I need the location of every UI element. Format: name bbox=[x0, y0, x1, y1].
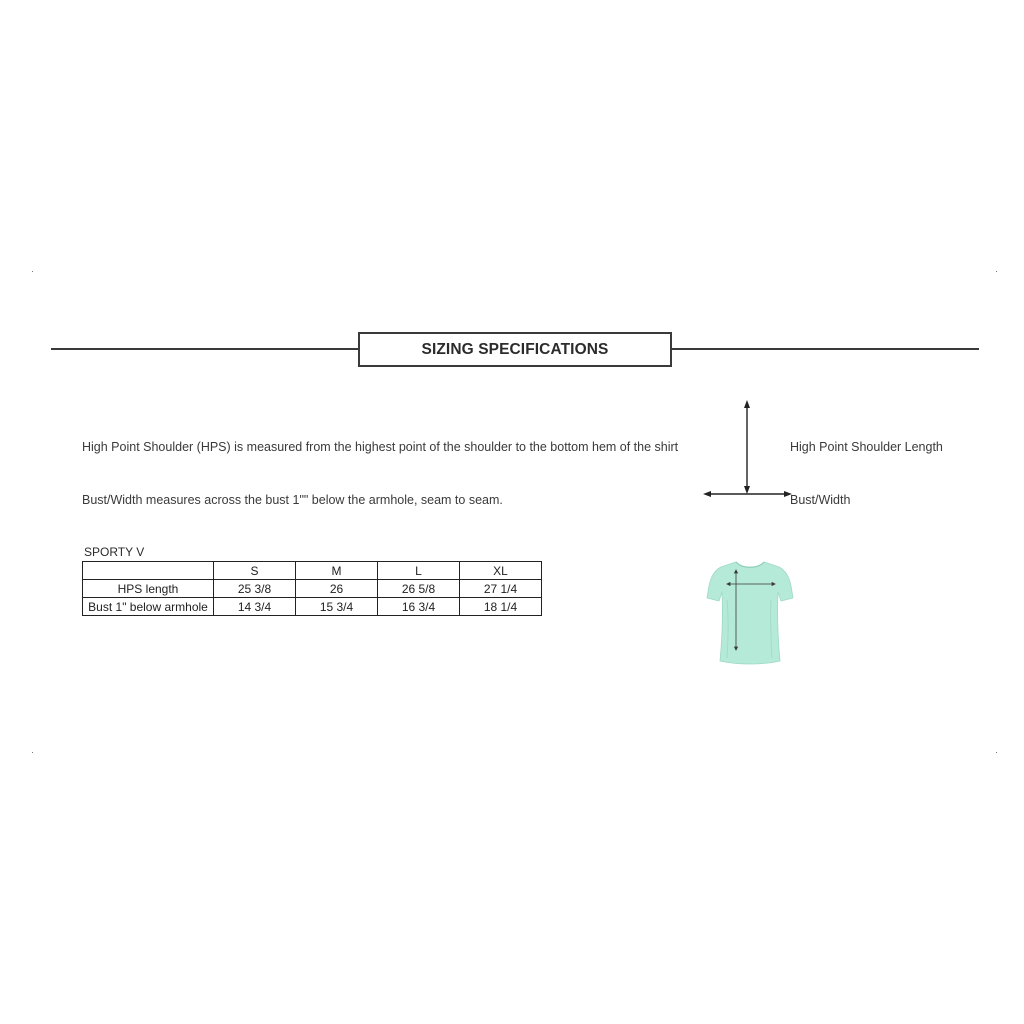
table-row bbox=[83, 580, 542, 598]
table-cell: 15 3/4 bbox=[296, 598, 378, 616]
tshirt-icon bbox=[705, 560, 795, 666]
bust-description: Bust/Width measures across the bust 1"" below the armhole, seam to seam. bbox=[82, 493, 503, 507]
header-rule-left bbox=[51, 348, 360, 350]
size-table bbox=[82, 561, 542, 616]
size-header-xl: XL bbox=[460, 562, 542, 580]
table-header-row bbox=[83, 562, 542, 580]
tshirt-body bbox=[707, 562, 793, 664]
bust-label: Bust/Width bbox=[790, 493, 851, 507]
table-caption: SPORTY V bbox=[84, 545, 145, 559]
table-row bbox=[83, 598, 542, 616]
row-label: HPS length bbox=[83, 580, 214, 598]
table-cell: 25 3/8 bbox=[214, 580, 296, 598]
row-label: Bust 1" below armhole bbox=[83, 598, 214, 616]
table-cell: 26 5/8 bbox=[378, 580, 460, 598]
crop-mark bbox=[996, 752, 997, 753]
table-corner-cell bbox=[83, 562, 214, 580]
table-cell: 26 bbox=[296, 580, 378, 598]
size-header-l: L bbox=[378, 562, 460, 580]
size-header-m: M bbox=[296, 562, 378, 580]
table-cell: 27 1/4 bbox=[460, 580, 542, 598]
size-header-s: S bbox=[214, 562, 296, 580]
hps-label: High Point Shoulder Length bbox=[790, 440, 943, 454]
measurement-arrows-icon bbox=[700, 398, 800, 503]
page-title: SIZING SPECIFICATIONS bbox=[358, 332, 672, 367]
table-cell: 18 1/4 bbox=[460, 598, 542, 616]
crop-mark bbox=[996, 271, 997, 272]
table-cell: 16 3/4 bbox=[378, 598, 460, 616]
crop-mark bbox=[32, 271, 33, 272]
crop-mark bbox=[32, 752, 33, 753]
table-cell: 14 3/4 bbox=[214, 598, 296, 616]
hps-description: High Point Shoulder (HPS) is measured from the highest point of the shoulder to the bottom hem of the shirt bbox=[82, 440, 679, 454]
header-rule-right bbox=[668, 348, 979, 350]
